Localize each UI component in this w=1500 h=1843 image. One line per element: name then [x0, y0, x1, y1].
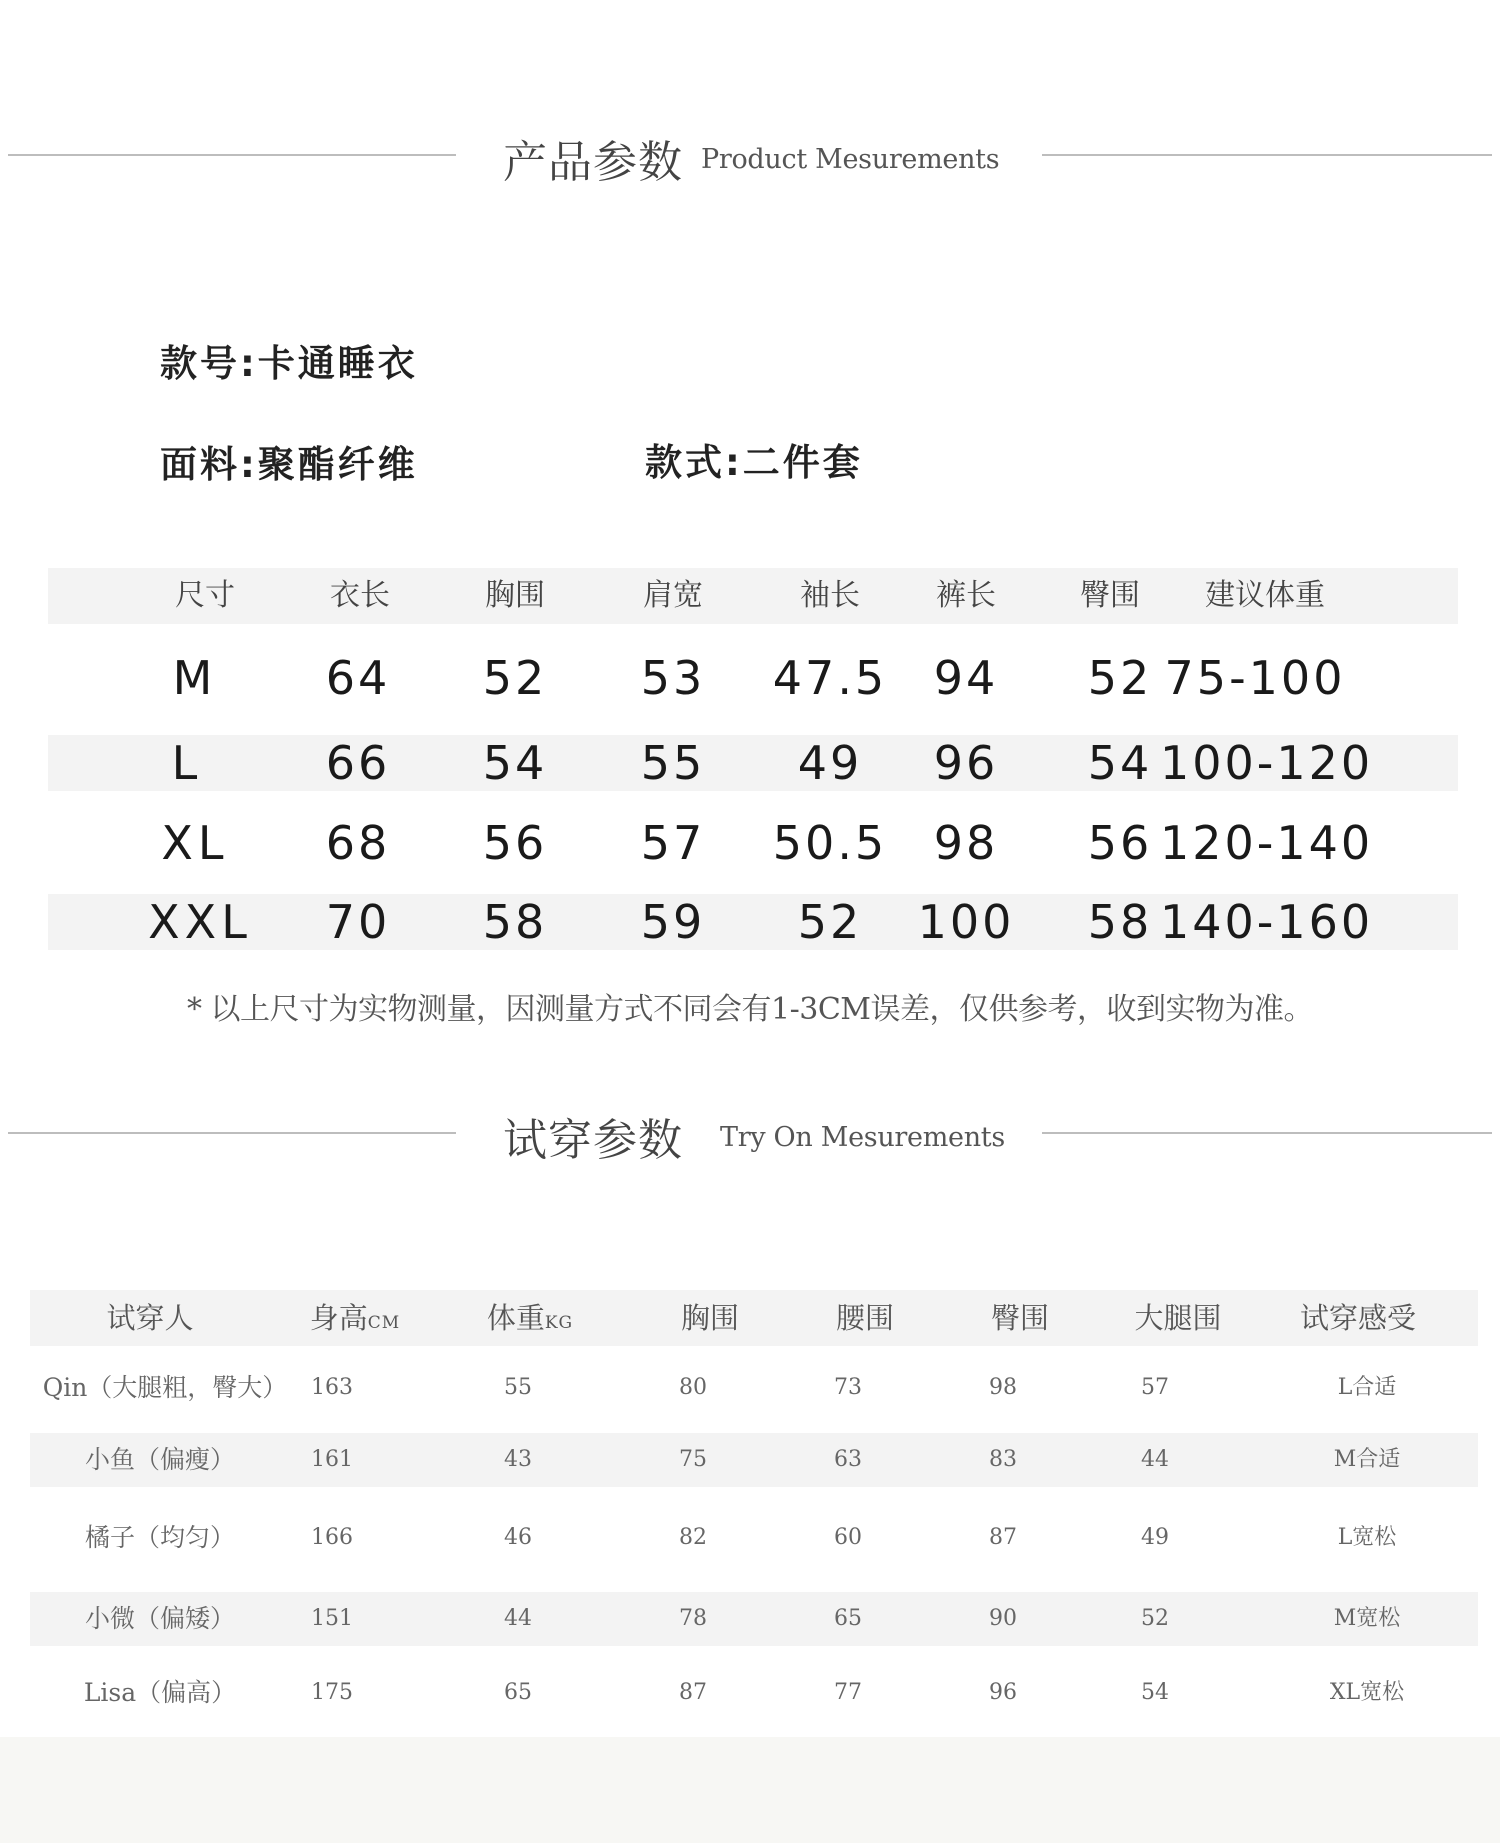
length-cell: 64	[325, 651, 391, 705]
header-height	[275, 1290, 435, 1351]
hip-cell: 83	[989, 1447, 1017, 1472]
feeling-cell: M合适	[1333, 1447, 1401, 1472]
header-unit: KG	[544, 1313, 574, 1333]
size-cell: L	[171, 736, 203, 790]
length-cell: 66	[325, 736, 391, 790]
hip-cell: 54	[1087, 736, 1153, 790]
size-table-header	[48, 568, 1458, 624]
chest-cell: 58	[482, 895, 548, 949]
waist-cell: 73	[834, 1375, 862, 1400]
header-shoulder: 肩宽	[643, 578, 703, 613]
height-cell: 163	[311, 1375, 353, 1400]
shoulder-cell: 57	[640, 816, 706, 870]
chest-cell: 56	[482, 816, 548, 870]
header-hip: 臀围	[1080, 578, 1140, 613]
header-weight: 建议体重	[1205, 578, 1325, 613]
header-chest: 胸围	[680, 1301, 739, 1335]
thigh-cell: 57	[1141, 1375, 1169, 1400]
header-weight	[450, 1290, 610, 1351]
hip-cell: 56	[1087, 816, 1153, 870]
weight-cell: 100-120	[1160, 736, 1374, 790]
chest-cell: 82	[679, 1525, 707, 1550]
chest-cell: 54	[482, 736, 548, 790]
size-cell: XXL	[148, 895, 252, 949]
style-info: 款式:二件套	[645, 441, 863, 484]
shoulder-cell: 53	[640, 651, 706, 705]
shoulder-cell: 59	[640, 895, 706, 949]
hip-cell: 96	[989, 1680, 1017, 1705]
chest-cell: 75	[679, 1447, 707, 1472]
pants-length-cell: 100	[917, 895, 1015, 949]
tryon-row	[30, 1510, 1478, 1566]
thigh-cell: 44	[1141, 1447, 1169, 1472]
waist-cell: 65	[834, 1606, 862, 1631]
header-feeling: 试穿感受	[1299, 1301, 1416, 1335]
height-cell: 166	[311, 1525, 353, 1550]
thigh-cell: 52	[1141, 1606, 1169, 1631]
header-pants-length: 裤长	[936, 578, 996, 613]
size-cell: XL	[161, 816, 229, 870]
length-cell: 70	[325, 895, 391, 949]
section-title-en: Product Mesurements	[701, 144, 1000, 175]
weight-cell: 65	[504, 1680, 532, 1705]
model-number: 款号:卡通睡衣	[160, 342, 418, 385]
height-cell: 175	[311, 1680, 353, 1705]
tester-name: 小鱼（偏瘦）	[84, 1445, 235, 1474]
tester-name: Lisa（偏高）	[83, 1678, 237, 1707]
section-title-zh: 产品参数	[503, 137, 683, 188]
fabric-info: 面料:聚酯纤维	[160, 443, 418, 486]
size-row	[48, 894, 1458, 950]
waist-cell: 60	[834, 1525, 862, 1550]
weight-cell: 43	[504, 1447, 532, 1472]
weight-cell: 46	[504, 1525, 532, 1550]
header-hip: 臀围	[990, 1301, 1049, 1335]
feeling-cell: XL宽松	[1329, 1680, 1405, 1705]
weight-cell: 140-160	[1160, 895, 1374, 949]
thigh-cell: 49	[1141, 1525, 1169, 1550]
footer-band	[0, 1737, 1500, 1843]
divider-line	[8, 154, 456, 156]
chest-cell: 87	[679, 1680, 707, 1705]
header-waist: 腰围	[835, 1301, 894, 1335]
tryon-table-header	[30, 1290, 1478, 1346]
header-label: 试穿人	[106, 1301, 194, 1335]
divider-line	[1042, 1132, 1492, 1134]
sleeve-cell: 52	[797, 895, 863, 949]
header-label: 身高	[309, 1301, 368, 1335]
sleeve-cell: 47.5	[772, 651, 888, 705]
shoulder-cell: 55	[640, 736, 706, 790]
tryon-measurements-header	[0, 1098, 1500, 1168]
size-row	[48, 735, 1458, 791]
tryon-row	[30, 1592, 1478, 1646]
hip-cell: 90	[989, 1606, 1017, 1631]
tester-name: Qin（大腿粗，臀大）	[42, 1373, 288, 1402]
feeling-cell: L宽松	[1337, 1525, 1397, 1550]
section-title-en: Try On Mesurements	[720, 1122, 1005, 1153]
sleeve-cell: 50.5	[772, 816, 888, 870]
feeling-cell: M宽松	[1333, 1606, 1401, 1631]
weight-cell: 44	[504, 1606, 532, 1631]
header-length: 衣长	[330, 578, 390, 613]
header-tester	[80, 1290, 220, 1346]
waist-cell: 63	[834, 1447, 862, 1472]
measurement-note: * 以上尺寸为实物测量，因测量方式不同会有1-3CM误差，仅供参考，收到实物为准。	[186, 992, 1314, 1027]
weight-cell: 55	[504, 1375, 532, 1400]
pants-length-cell: 94	[933, 651, 999, 705]
pants-length-cell: 96	[933, 736, 999, 790]
header-unit: CM	[367, 1313, 401, 1333]
divider-line	[8, 1132, 456, 1134]
size-row	[48, 650, 1458, 706]
tester-name: 橘子（均匀）	[84, 1523, 235, 1552]
header-thigh: 大腿围	[1134, 1301, 1222, 1335]
thigh-cell: 54	[1141, 1680, 1169, 1705]
tryon-row	[30, 1433, 1478, 1487]
section-title-zh: 试穿参数	[503, 1115, 683, 1166]
hip-cell: 98	[989, 1375, 1017, 1400]
divider-line	[1042, 154, 1492, 156]
product-measurements-header	[0, 120, 1500, 190]
height-cell: 161	[311, 1447, 353, 1472]
hip-cell: 58	[1087, 895, 1153, 949]
tester-name: 小微（偏矮）	[84, 1604, 235, 1633]
feeling-cell: L合适	[1337, 1375, 1397, 1400]
chest-cell: 80	[679, 1375, 707, 1400]
height-cell: 151	[311, 1606, 353, 1631]
length-cell: 68	[325, 816, 391, 870]
pants-length-cell: 98	[933, 816, 999, 870]
weight-cell: 120-140	[1160, 816, 1374, 870]
chest-cell: 52	[482, 651, 548, 705]
tryon-row	[30, 1360, 1478, 1416]
weight-cell: 75-100	[1164, 651, 1346, 705]
size-cell: M	[172, 651, 218, 705]
header-sleeve: 袖长	[800, 578, 860, 613]
chest-cell: 78	[679, 1606, 707, 1631]
sleeve-cell: 49	[797, 736, 863, 790]
waist-cell: 77	[834, 1680, 862, 1705]
header-chest: 胸围	[485, 578, 545, 613]
size-row	[48, 815, 1458, 871]
hip-cell: 52	[1087, 651, 1153, 705]
hip-cell: 87	[989, 1525, 1017, 1550]
tryon-row	[30, 1665, 1478, 1721]
header-label: 体重	[486, 1301, 545, 1335]
header-size: 尺寸	[175, 578, 235, 613]
